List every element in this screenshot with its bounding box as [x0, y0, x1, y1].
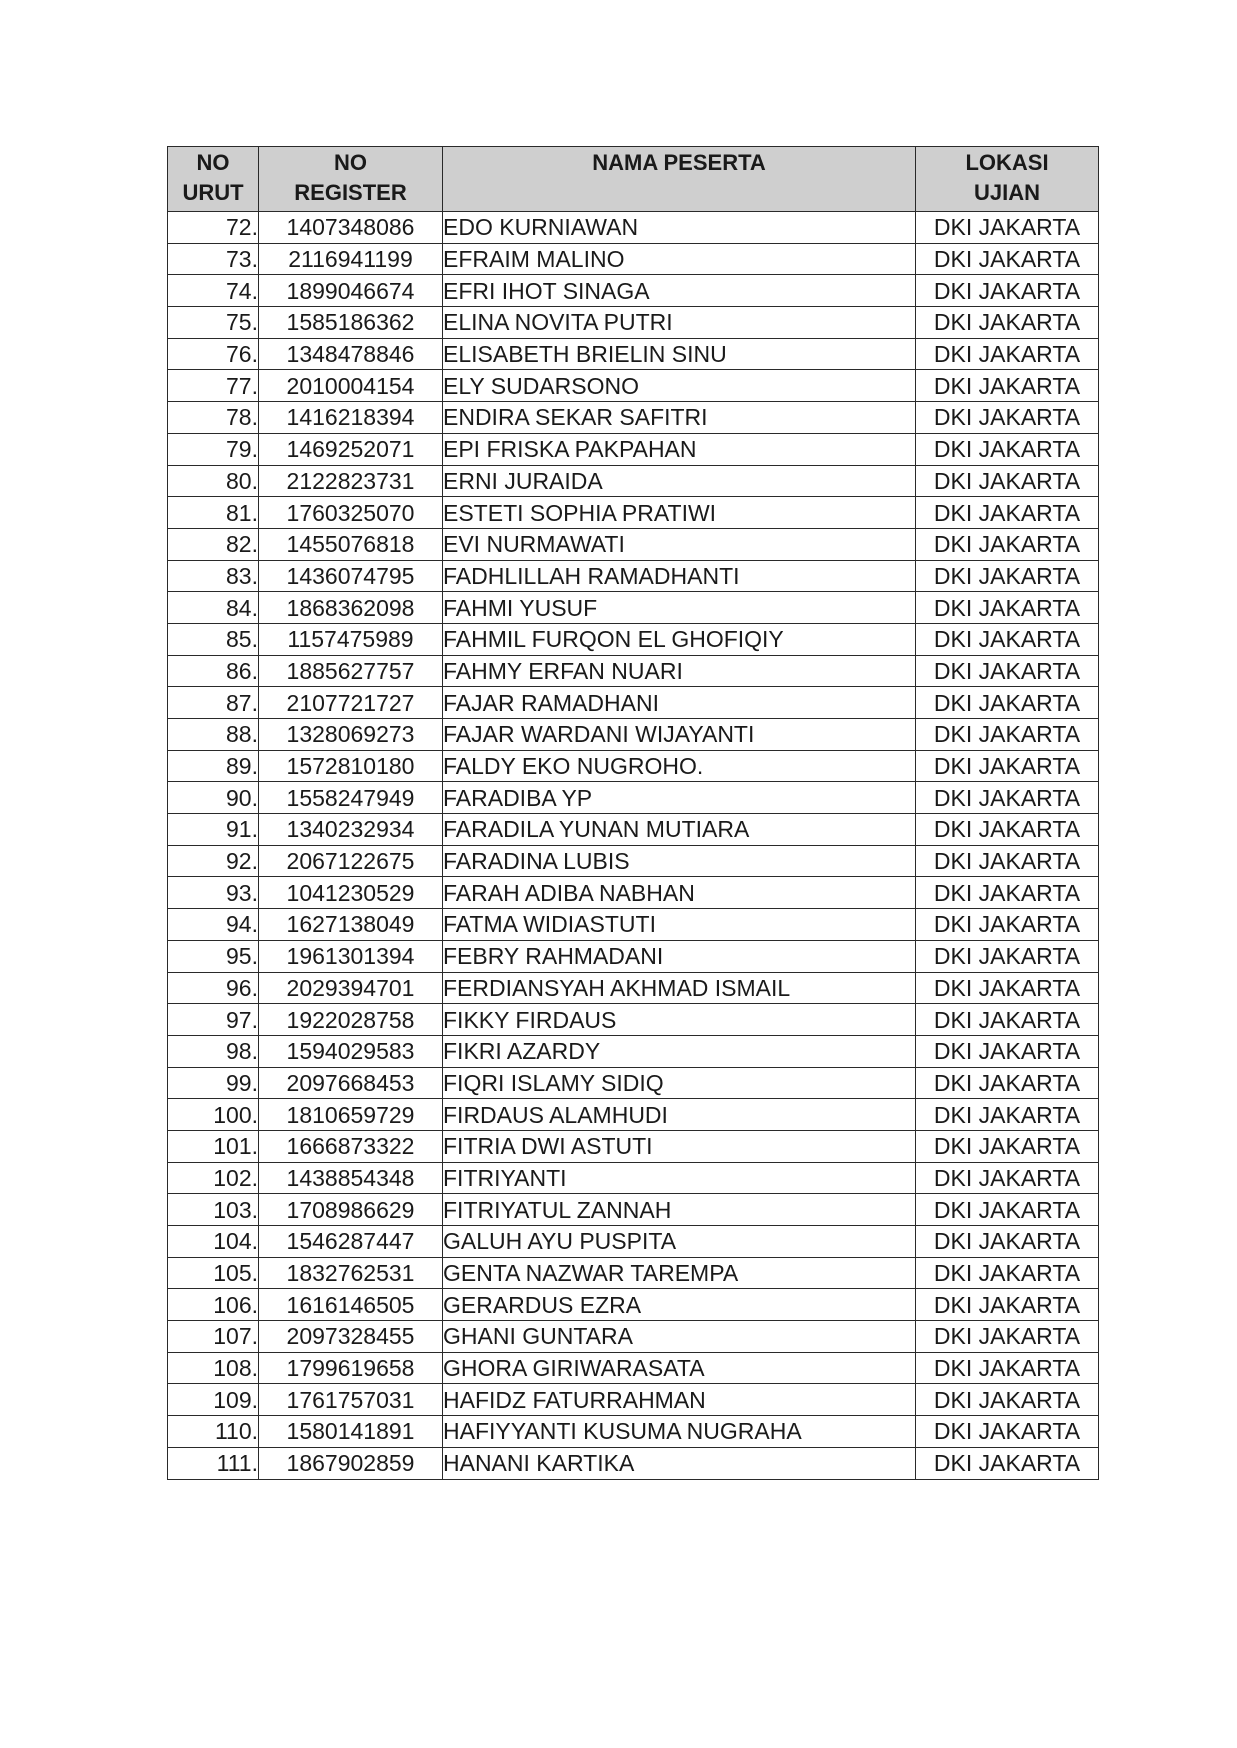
cell-lokasi-ujian: DKI JAKARTA [916, 370, 1099, 402]
cell-lokasi-ujian: DKI JAKARTA [916, 782, 1099, 814]
cell-no-register: 1810659729 [259, 1099, 443, 1131]
cell-nama-peserta: HAFIYYANTI KUSUMA NUGRAHA [443, 1416, 916, 1448]
cell-nama-peserta: HAFIDZ FATURRAHMAN [443, 1384, 916, 1416]
cell-no-register: 1594029583 [259, 1035, 443, 1067]
cell-no-urut: 80. [168, 465, 259, 497]
cell-no-register: 1867902859 [259, 1447, 443, 1479]
table-row [168, 1130, 1099, 1162]
cell-lokasi-ujian: DKI JAKARTA [916, 275, 1099, 307]
cell-no-register: 1438854348 [259, 1162, 443, 1194]
cell-no-register: 1407348086 [259, 212, 443, 244]
cell-no-urut: 77. [168, 370, 259, 402]
table-row [168, 655, 1099, 687]
cell-no-register: 1922028758 [259, 1004, 443, 1036]
cell-nama-peserta: ERNI JURAIDA [443, 465, 916, 497]
cell-no-register: 2107721727 [259, 687, 443, 719]
table-row [168, 497, 1099, 529]
header-label: UJIAN [973, 180, 1040, 205]
cell-no-urut: 94. [168, 909, 259, 941]
cell-lokasi-ujian: DKI JAKARTA [916, 1194, 1099, 1226]
cell-lokasi-ujian: DKI JAKARTA [916, 1384, 1099, 1416]
cell-lokasi-ujian: DKI JAKARTA [916, 1352, 1099, 1384]
table-row [168, 940, 1099, 972]
cell-no-register: 1961301394 [259, 940, 443, 972]
cell-no-urut: 84. [168, 592, 259, 624]
cell-lokasi-ujian: DKI JAKARTA [916, 814, 1099, 846]
table-row [168, 1226, 1099, 1258]
table-row [168, 1447, 1099, 1479]
cell-no-register: 1340232934 [259, 814, 443, 846]
cell-nama-peserta: GHANI GUNTARA [443, 1321, 916, 1353]
cell-no-urut: 81. [168, 497, 259, 529]
table-row [168, 370, 1099, 402]
cell-lokasi-ujian: DKI JAKARTA [916, 687, 1099, 719]
cell-nama-peserta: ESTETI SOPHIA PRATIWI [443, 497, 916, 529]
header-label: LOKASI [965, 150, 1049, 175]
cell-lokasi-ujian: DKI JAKARTA [916, 1099, 1099, 1131]
cell-lokasi-ujian: DKI JAKARTA [916, 592, 1099, 624]
cell-no-urut: 82. [168, 528, 259, 560]
cell-no-register: 2097668453 [259, 1067, 443, 1099]
cell-nama-peserta: FAJAR WARDANI WIJAYANTI [443, 719, 916, 751]
cell-no-register: 1572810180 [259, 750, 443, 782]
cell-nama-peserta: FAJAR RAMADHANI [443, 687, 916, 719]
cell-no-register: 1799619658 [259, 1352, 443, 1384]
table-row [168, 528, 1099, 560]
cell-no-register: 1760325070 [259, 497, 443, 529]
cell-no-register: 1157475989 [259, 623, 443, 655]
header-label: REGISTER [294, 180, 407, 205]
cell-lokasi-ujian: DKI JAKARTA [916, 972, 1099, 1004]
table-row [168, 1352, 1099, 1384]
cell-no-register: 1469252071 [259, 433, 443, 465]
cell-no-register: 1899046674 [259, 275, 443, 307]
cell-no-register: 1832762531 [259, 1257, 443, 1289]
cell-lokasi-ujian: DKI JAKARTA [916, 1447, 1099, 1479]
cell-no-urut: 75. [168, 307, 259, 339]
cell-no-register: 1436074795 [259, 560, 443, 592]
cell-no-urut: 74. [168, 275, 259, 307]
cell-no-urut: 72. [168, 212, 259, 244]
cell-no-urut: 95. [168, 940, 259, 972]
table-row [168, 623, 1099, 655]
cell-no-register: 1885627757 [259, 655, 443, 687]
cell-no-register: 1416218394 [259, 402, 443, 434]
header-label: URUT [182, 180, 244, 205]
table-row [168, 338, 1099, 370]
cell-nama-peserta: ENDIRA SEKAR SAFITRI [443, 402, 916, 434]
table-row [168, 750, 1099, 782]
header-no-register [259, 147, 443, 212]
cell-lokasi-ujian: DKI JAKARTA [916, 338, 1099, 370]
cell-nama-peserta: ELY SUDARSONO [443, 370, 916, 402]
cell-nama-peserta: FARAH ADIBA NABHAN [443, 877, 916, 909]
table-row [168, 1162, 1099, 1194]
cell-no-urut: 85. [168, 623, 259, 655]
table-row [168, 402, 1099, 434]
table-row [168, 465, 1099, 497]
cell-no-urut: 97. [168, 1004, 259, 1036]
cell-no-urut: 102. [168, 1162, 259, 1194]
cell-no-urut: 103. [168, 1194, 259, 1226]
cell-no-register: 1546287447 [259, 1226, 443, 1258]
cell-no-register: 1708986629 [259, 1194, 443, 1226]
cell-nama-peserta: EFRAIM MALINO [443, 243, 916, 275]
cell-no-urut: 99. [168, 1067, 259, 1099]
cell-lokasi-ujian: DKI JAKARTA [916, 719, 1099, 751]
cell-no-urut: 105. [168, 1257, 259, 1289]
cell-lokasi-ujian: DKI JAKARTA [916, 243, 1099, 275]
cell-no-urut: 79. [168, 433, 259, 465]
cell-nama-peserta: GALUH AYU PUSPITA [443, 1226, 916, 1258]
cell-nama-peserta: ELISABETH BRIELIN SINU [443, 338, 916, 370]
table-row [168, 877, 1099, 909]
cell-lokasi-ujian: DKI JAKARTA [916, 1067, 1099, 1099]
cell-lokasi-ujian: DKI JAKARTA [916, 1004, 1099, 1036]
table-row [168, 243, 1099, 275]
header-label: NO [196, 150, 230, 175]
header-nama-peserta [443, 147, 916, 212]
table-row [168, 972, 1099, 1004]
table-row [168, 560, 1099, 592]
cell-no-urut: 83. [168, 560, 259, 592]
cell-nama-peserta: FEBRY RAHMADANI [443, 940, 916, 972]
header-label: NAMA PESERTA [592, 150, 766, 175]
cell-nama-peserta: FIKKY FIRDAUS [443, 1004, 916, 1036]
cell-lokasi-ujian: DKI JAKARTA [916, 909, 1099, 941]
cell-no-register: 1627138049 [259, 909, 443, 941]
cell-no-urut: 76. [168, 338, 259, 370]
cell-no-register: 2116941199 [259, 243, 443, 275]
cell-lokasi-ujian: DKI JAKARTA [916, 402, 1099, 434]
cell-no-register: 2122823731 [259, 465, 443, 497]
cell-lokasi-ujian: DKI JAKARTA [916, 845, 1099, 877]
cell-no-register: 2029394701 [259, 972, 443, 1004]
cell-nama-peserta: FIQRI ISLAMY SIDIQ [443, 1067, 916, 1099]
table-row [168, 1004, 1099, 1036]
header-no-urut [168, 147, 259, 212]
header-lokasi-ujian [916, 147, 1099, 212]
cell-no-register: 2010004154 [259, 370, 443, 402]
cell-no-register: 1868362098 [259, 592, 443, 624]
table-row [168, 307, 1099, 339]
cell-lokasi-ujian: DKI JAKARTA [916, 528, 1099, 560]
cell-lokasi-ujian: DKI JAKARTA [916, 655, 1099, 687]
cell-nama-peserta: HANANI KARTIKA [443, 1447, 916, 1479]
cell-nama-peserta: GENTA NAZWAR TAREMPA [443, 1257, 916, 1289]
cell-nama-peserta: GERARDUS EZRA [443, 1289, 916, 1321]
cell-no-urut: 100. [168, 1099, 259, 1131]
cell-nama-peserta: EFRI IHOT SINAGA [443, 275, 916, 307]
table-row [168, 1067, 1099, 1099]
cell-no-urut: 106. [168, 1289, 259, 1321]
cell-nama-peserta: FADHLILLAH RAMADHANTI [443, 560, 916, 592]
cell-no-register: 1761757031 [259, 1384, 443, 1416]
cell-no-urut: 110. [168, 1416, 259, 1448]
table-row [168, 782, 1099, 814]
cell-nama-peserta: FITRIYANTI [443, 1162, 916, 1194]
cell-nama-peserta: FALDY EKO NUGROHO. [443, 750, 916, 782]
cell-lokasi-ujian: DKI JAKARTA [916, 750, 1099, 782]
cell-nama-peserta: FIRDAUS ALAMHUDI [443, 1099, 916, 1131]
table-row [168, 1194, 1099, 1226]
cell-nama-peserta: FARADILA YUNAN MUTIARA [443, 814, 916, 846]
cell-no-urut: 93. [168, 877, 259, 909]
participant-table [167, 146, 1099, 1480]
table-row [168, 1257, 1099, 1289]
cell-nama-peserta: EPI FRISKA PAKPAHAN [443, 433, 916, 465]
cell-no-urut: 104. [168, 1226, 259, 1258]
table-row [168, 719, 1099, 751]
cell-lokasi-ujian: DKI JAKARTA [916, 1257, 1099, 1289]
cell-no-urut: 89. [168, 750, 259, 782]
cell-nama-peserta: ELINA NOVITA PUTRI [443, 307, 916, 339]
cell-no-urut: 92. [168, 845, 259, 877]
table-row [168, 1035, 1099, 1067]
cell-no-register: 1041230529 [259, 877, 443, 909]
table-row [168, 1099, 1099, 1131]
cell-no-urut: 90. [168, 782, 259, 814]
cell-no-register: 2067122675 [259, 845, 443, 877]
cell-no-urut: 98. [168, 1035, 259, 1067]
table-body [168, 212, 1099, 1480]
table-row [168, 687, 1099, 719]
table-row [168, 1321, 1099, 1353]
table-row [168, 433, 1099, 465]
cell-nama-peserta: FITRIYATUL ZANNAH [443, 1194, 916, 1226]
cell-lokasi-ujian: DKI JAKARTA [916, 307, 1099, 339]
cell-no-urut: 107. [168, 1321, 259, 1353]
cell-lokasi-ujian: DKI JAKARTA [916, 465, 1099, 497]
cell-lokasi-ujian: DKI JAKARTA [916, 1035, 1099, 1067]
cell-no-register: 1616146505 [259, 1289, 443, 1321]
cell-nama-peserta: EDO KURNIAWAN [443, 212, 916, 244]
cell-lokasi-ujian: DKI JAKARTA [916, 497, 1099, 529]
table-row [168, 1416, 1099, 1448]
table-row [168, 592, 1099, 624]
cell-no-urut: 108. [168, 1352, 259, 1384]
cell-no-urut: 87. [168, 687, 259, 719]
cell-nama-peserta: FAHMIL FURQON EL GHOFIQIY [443, 623, 916, 655]
cell-no-register: 1666873322 [259, 1130, 443, 1162]
cell-lokasi-ujian: DKI JAKARTA [916, 877, 1099, 909]
cell-no-urut: 96. [168, 972, 259, 1004]
cell-no-register: 1558247949 [259, 782, 443, 814]
table-row [168, 1289, 1099, 1321]
cell-no-urut: 88. [168, 719, 259, 751]
cell-nama-peserta: FERDIANSYAH AKHMAD ISMAIL [443, 972, 916, 1004]
cell-no-urut: 101. [168, 1130, 259, 1162]
cell-nama-peserta: FATMA WIDIASTUTI [443, 909, 916, 941]
cell-no-urut: 111. [168, 1447, 259, 1479]
cell-nama-peserta: GHORA GIRIWARASATA [443, 1352, 916, 1384]
cell-no-urut: 86. [168, 655, 259, 687]
cell-lokasi-ujian: DKI JAKARTA [916, 1289, 1099, 1321]
table-row [168, 845, 1099, 877]
cell-no-urut: 73. [168, 243, 259, 275]
table-header [168, 147, 1099, 212]
cell-no-register: 2097328455 [259, 1321, 443, 1353]
cell-nama-peserta: FARADINA LUBIS [443, 845, 916, 877]
cell-nama-peserta: EVI NURMAWATI [443, 528, 916, 560]
cell-no-urut: 91. [168, 814, 259, 846]
cell-no-register: 1328069273 [259, 719, 443, 751]
cell-no-urut: 78. [168, 402, 259, 434]
cell-lokasi-ujian: DKI JAKARTA [916, 212, 1099, 244]
table-row [168, 909, 1099, 941]
cell-no-register: 1580141891 [259, 1416, 443, 1448]
cell-no-urut: 109. [168, 1384, 259, 1416]
cell-no-register: 1585186362 [259, 307, 443, 339]
cell-lokasi-ujian: DKI JAKARTA [916, 1416, 1099, 1448]
header-row [168, 147, 1099, 212]
table-row [168, 275, 1099, 307]
cell-lokasi-ujian: DKI JAKARTA [916, 623, 1099, 655]
cell-lokasi-ujian: DKI JAKARTA [916, 1162, 1099, 1194]
cell-lokasi-ujian: DKI JAKARTA [916, 1226, 1099, 1258]
table-row [168, 212, 1099, 244]
cell-nama-peserta: FARADIBA YP [443, 782, 916, 814]
header-label: NO [334, 150, 367, 175]
cell-nama-peserta: FIKRI AZARDY [443, 1035, 916, 1067]
cell-lokasi-ujian: DKI JAKARTA [916, 1321, 1099, 1353]
cell-lokasi-ujian: DKI JAKARTA [916, 940, 1099, 972]
cell-nama-peserta: FAHMY ERFAN NUARI [443, 655, 916, 687]
cell-nama-peserta: FITRIA DWI ASTUTI [443, 1130, 916, 1162]
table-row [168, 1384, 1099, 1416]
table-row [168, 814, 1099, 846]
cell-no-register: 1455076818 [259, 528, 443, 560]
cell-no-register: 1348478846 [259, 338, 443, 370]
cell-nama-peserta: FAHMI YUSUF [443, 592, 916, 624]
cell-lokasi-ujian: DKI JAKARTA [916, 1130, 1099, 1162]
cell-lokasi-ujian: DKI JAKARTA [916, 560, 1099, 592]
cell-lokasi-ujian: DKI JAKARTA [916, 433, 1099, 465]
